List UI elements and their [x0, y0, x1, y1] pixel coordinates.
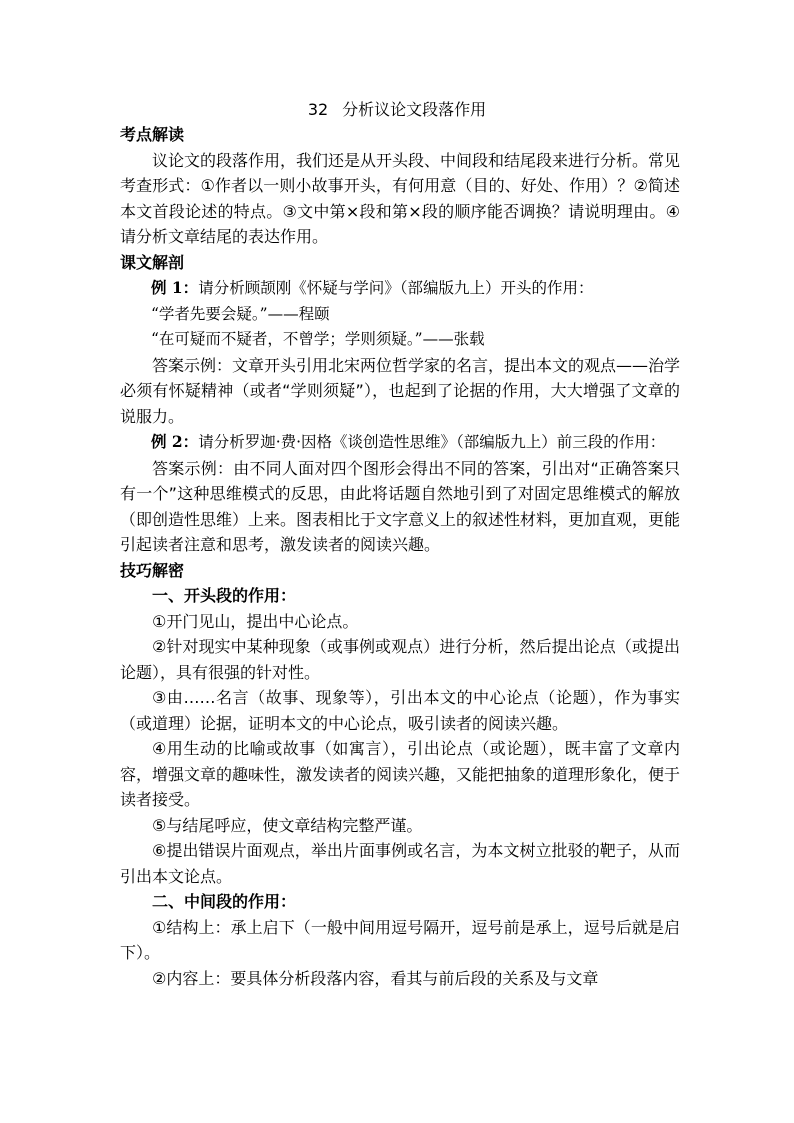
kaodian-paragraph: 议论文的段落作用，我们还是从开头段、中间段和结尾段来进行分析。常见考查形式：①作者以一则小故事开头，有何用意（目的、好处、作用）？②简述本文首段论述的特点。③文中第×段和第×段的顺序能否调换？请说明理由。④请分析文章结尾的表达作用。 [120, 150, 681, 246]
answer-2: 答案示例：由不同人面对四个图形会得出不同的答案，引出对“正确答案只有一个”这种思维模式的反思，由此将话题自然地引到了对固定思维模式的解放（即创造性思维）上来。图表相比于文字意义上的叙述性材料，更加直观，更能引起读者注意和思考，激发读者的阅读兴趣。 [120, 458, 681, 554]
example-1-question [120, 275, 680, 302]
list-item: ⑤与结尾呼应，使文章结构完整严谨。 [152, 815, 423, 835]
list-item: ⑥提出错误片面观点，举出片面事例或名言，为本文树立批驳的靶子，从而引出本文论点。 [120, 841, 680, 886]
list-item: ①开门见山，提出中心论点。 [152, 611, 359, 631]
section-heading-kewen: 课文解剖 [120, 252, 185, 272]
section-heading-jiqiao: 技巧解密 [120, 560, 185, 580]
example-2-question-text: 请分析罗迦·费·因格《谈创造性思维》（部编版九上）前三段的作用： [198, 433, 666, 451]
list-item: ②内容上：要具体分析段落内容，看其与前后段的关系及与文章 [152, 968, 599, 988]
list-item: ③由……名言（故事、现象等），引出本文的中心论点（论题），作为事实（或道理）论据，证明本文的中心论点，吸引读者的阅读兴趣。 [120, 688, 680, 733]
subheading-middle: 二、中间段的作用： [152, 892, 297, 911]
list-item: ④用生动的比喻或故事（如寓言），引出论点（或论题），既丰富了文章内容，增强文章的趣味性，激发读者的阅读兴趣，又能把抽象的道理形象化，便于读者接受。 [120, 739, 681, 809]
example-2-question [120, 429, 680, 456]
quote-1: “学者先要会疑。”——程颐 [151, 304, 330, 323]
list-item: ①结构上：承上启下（一般中间用逗号隔开，逗号前是承上，逗号后就是启下）。 [120, 917, 680, 962]
example-1-label: 例 1： [151, 278, 199, 297]
quote-2: “在可疑而不疑者，不曾学；学则须疑。”——张载 [151, 330, 485, 348]
example-2-label: 例 2： [151, 432, 199, 451]
page-title [0, 98, 794, 122]
subheading-opening: 一、开头段的作用： [152, 586, 297, 605]
section-heading-kaodian: 考点解读 [120, 125, 185, 144]
title-text: 分析议论文段落作用 [342, 100, 487, 119]
example-1-question-text: 请分析顾颉刚《怀疑与学问》（部编版九上）开头的作用： [198, 279, 594, 297]
title-number: 32 [307, 100, 329, 119]
list-item: ②针对现实中某种现象（或事例或观点）进行分析，然后提出论点（或提出论题），具有很强的针对性。 [120, 637, 680, 682]
document-body [120, 122, 680, 991]
answer-1: 答案示例：文章开头引用北宋两位哲学家的名言，提出本文的观点——治学必须有怀疑精神（或者“学则须疑”），也起到了论据的作用，大大增强了文章的说服力。 [120, 355, 681, 426]
